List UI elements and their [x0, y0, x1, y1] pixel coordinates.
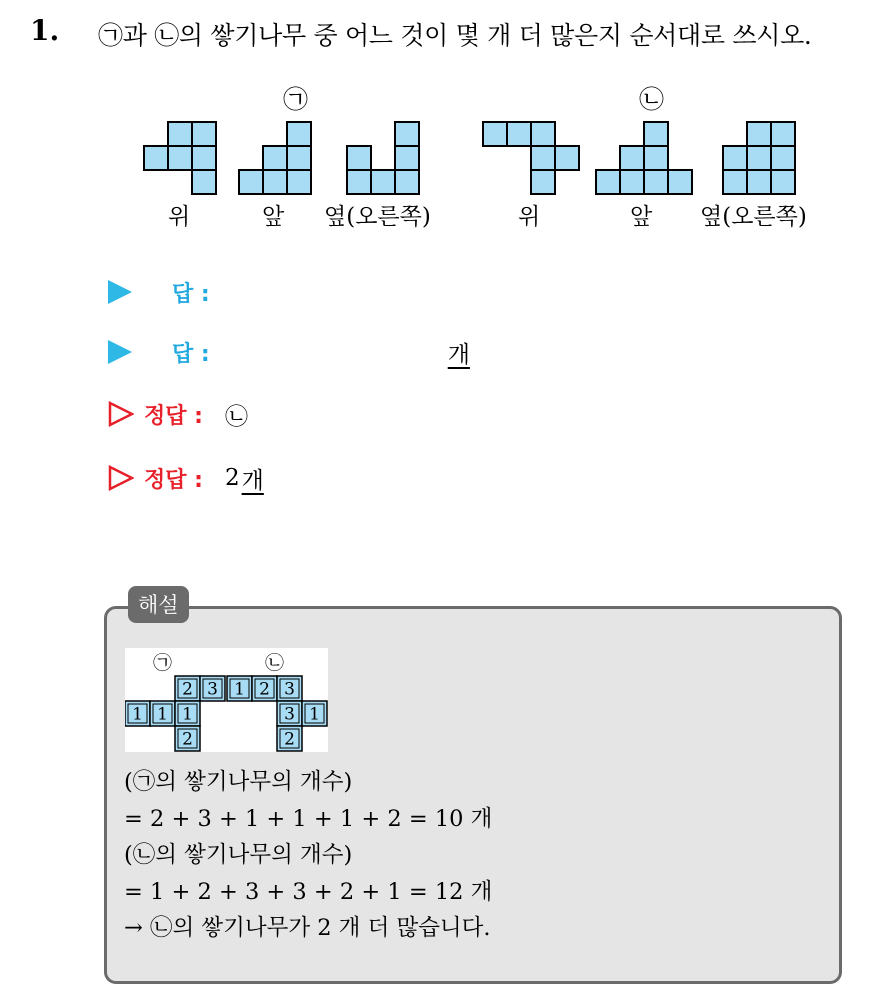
grid-cell-number: 2: [284, 729, 295, 750]
views-svg: [0, 0, 884, 200]
cube-square: [531, 146, 555, 170]
grid-cell-number: 2: [259, 679, 270, 700]
figure-label-b: ㉡: [639, 85, 665, 114]
view-label-a-front: 앞: [262, 204, 285, 230]
grid-cell-number: 2: [182, 729, 193, 750]
cube-square: [395, 146, 419, 170]
cube-square: [263, 146, 287, 170]
problem-number: 1.: [30, 14, 60, 47]
grid-cell-number: 1: [234, 679, 245, 700]
cube-square: [723, 170, 747, 194]
grid-svg: [125, 648, 328, 752]
cube-square: [747, 146, 771, 170]
explanation-line: (㉡의 쌓기나무의 개수): [124, 842, 353, 868]
explanation-line: → ㉡의 쌓기나무가 2 개 더 많습니다.: [124, 915, 491, 941]
question-text: ㉠과 ㉡의 쌓기나무 중 어느 것이 몇 개 더 많은지 순서대로 쓰시오.: [98, 21, 812, 50]
view-label-b-top: 위: [518, 204, 541, 230]
cube-square: [644, 122, 668, 146]
cube-square: [771, 122, 795, 146]
cube-square: [771, 146, 795, 170]
cube-square: [168, 146, 192, 170]
cube-square: [168, 122, 192, 146]
grid-cell-number: 2: [182, 679, 193, 700]
grid-cell-number: 3: [284, 704, 295, 725]
grid-a: [125, 676, 225, 751]
cube-square: [347, 146, 371, 170]
correct-answer-2-number: 2: [224, 465, 240, 491]
answer-unit: 개: [447, 341, 470, 368]
cube-square: [747, 170, 771, 194]
view-b-top: [483, 122, 579, 194]
cube-square: [192, 170, 216, 194]
grid-cell-number: 1: [182, 704, 193, 725]
cube-square: [347, 170, 371, 194]
cube-square: [239, 170, 263, 194]
figure-label-a: ㉠: [283, 85, 309, 114]
explanation-tag: 해설: [128, 586, 189, 623]
correct-row-2: [108, 460, 264, 496]
answer-row-1: [108, 274, 210, 310]
view-a-top: [144, 122, 216, 194]
play-triangle-icon: [108, 280, 132, 304]
correct-row-1: [108, 396, 248, 432]
cube-square: [771, 170, 795, 194]
view-b-side: [723, 122, 795, 194]
explanation-line: = 1 + 2 + 3 + 3 + 2 + 1 = 12 개: [124, 878, 493, 905]
play-triangle-icon: [108, 340, 132, 364]
cube-square: [483, 122, 507, 146]
grid-cell-number: 3: [284, 679, 295, 700]
cube-square: [192, 122, 216, 146]
cube-square: [395, 170, 419, 194]
cube-square: [596, 170, 620, 194]
cube-square: [620, 170, 644, 194]
grid-cell-number: 1: [132, 704, 143, 725]
correct-answer-1: ㉡: [224, 403, 248, 430]
cube-square: [620, 146, 644, 170]
grid-label-a: ㉠: [153, 652, 173, 674]
answer-label: 답 :: [172, 281, 210, 307]
cube-square: [507, 122, 531, 146]
grid-cell-number: 3: [207, 679, 218, 700]
view-label-b-front: 앞: [630, 204, 653, 230]
explanation-lines: [124, 764, 492, 947]
view-label-a-side: 옆(오른쪽): [324, 204, 431, 230]
view-a-front: [239, 122, 311, 194]
view-label-a-top: 위: [168, 204, 191, 230]
cube-square: [192, 146, 216, 170]
outline-triangle-icon: [108, 401, 134, 427]
explanation-line: = 2 + 3 + 1 + 1 + 1 + 2 = 10 개: [124, 805, 493, 832]
view-a-side: [347, 122, 419, 194]
cube-square: [287, 170, 311, 194]
outline-triangle-icon: [108, 465, 134, 491]
cube-square: [287, 146, 311, 170]
view-b-front: [596, 122, 692, 194]
cube-square: [644, 146, 668, 170]
correct-label: 정답 :: [144, 403, 203, 429]
cube-square: [531, 170, 555, 194]
grid-label-b: ㉡: [265, 652, 285, 674]
cube-square: [531, 122, 555, 146]
cube-square: [263, 170, 287, 194]
cube-square: [723, 146, 747, 170]
correct-answer-2-unit: 개: [241, 467, 264, 494]
cube-square: [555, 146, 579, 170]
grid-b: [227, 676, 327, 751]
answer-row-2: [108, 334, 470, 370]
cube-square: [371, 170, 395, 194]
view-label-b-side: 옆(오른쪽): [700, 204, 807, 230]
cube-square: [287, 122, 311, 146]
cube-square: [395, 122, 419, 146]
grid-cell-number: 1: [309, 704, 320, 725]
grid-cell-number: 1: [157, 704, 168, 725]
explanation-grid-panel: [125, 648, 328, 752]
cube-square: [747, 122, 771, 146]
cube-square: [644, 170, 668, 194]
cube-square: [668, 170, 692, 194]
answer-label: 답 :: [172, 341, 210, 367]
cube-square: [144, 146, 168, 170]
explanation-line: (㉠의 쌓기나무의 개수): [124, 769, 353, 795]
correct-label: 정답 :: [144, 467, 203, 493]
